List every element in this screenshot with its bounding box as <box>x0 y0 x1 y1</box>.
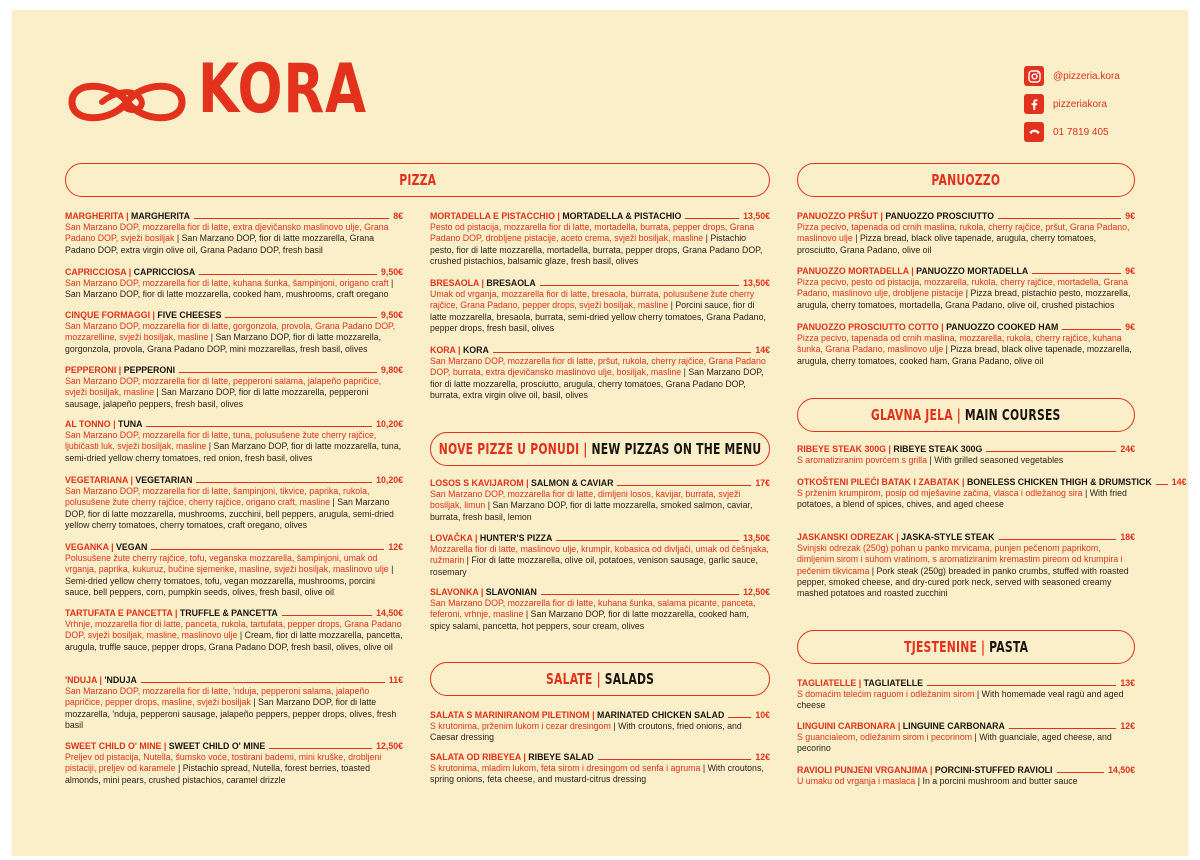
menu-item-header <box>65 542 403 553</box>
item-name-hr: TAGLIATELLE <box>797 678 857 688</box>
item-name-en: SWEET CHILD O' MINE <box>168 741 266 751</box>
item-desc-hr: S domaćim telećim raguom i odležanim sirom <box>797 689 975 700</box>
item-name-hr: 'NDUJA <box>65 675 98 685</box>
menu-item <box>430 533 770 578</box>
facebook-icon <box>1024 94 1044 114</box>
menu-item <box>797 477 1187 511</box>
item-desc-hr: Vrhnje, mozzarella fior di latte, panceta, rukola, tartufata, pepper drops, Grana Padano DOP, svježi bosiljak, masline, maslinovo ulje <box>65 619 402 641</box>
item-name-en: PORCINI-STUFFED RAVIOLI <box>934 765 1053 775</box>
item-name-en: SALMON & CAVIAR <box>531 478 614 488</box>
menu-item-price: 9,50€ <box>380 310 403 320</box>
menu-item-description: S prženim krumpirom, posip od mješavine začina, vlasca i odležanog sira | With fried potatoes, a blend of spices, chives, and aged cheese <box>797 488 1127 510</box>
item-desc-en: With grilled seasoned vegetables <box>934 455 1064 466</box>
item-name-hr: PANUOZZO PROSCIUTTO COTTO <box>797 322 939 332</box>
menu-item-description: Mozzarella fior di latte, maslinovo ulje, krumpir, kobasica od divljači, umak od češnjaka, ružmarin | Fior di latte mozzarella, olive oil, potatoes, venison sausage, garlic sauce, rosemary <box>430 544 769 577</box>
phone-number: 01 7819 405 <box>1053 126 1109 138</box>
menu-item-price: 13,50€ <box>743 211 770 221</box>
item-name-hr: LOSOS S KAVIJAROM <box>430 478 524 488</box>
menu-item-header <box>430 278 770 289</box>
item-name-hr: VEGANKA <box>65 542 109 552</box>
menu-item-description: S krutonima, mladim lukom, feta sirom i dresingom od senfa i agruma | With croutons, spring onions, feta cheese, and mustard-citrus dressing <box>430 763 764 785</box>
menu-item-price: 9€ <box>1125 322 1135 332</box>
section-title-hr: TJESTENINE <box>903 638 977 656</box>
menu-item-name: SWEET CHILD O' MINE | SWEET CHILD O' MINE <box>65 741 266 751</box>
menu-item-name: JASKANSKI ODREZAK | JASKA-STYLE STEAK <box>797 532 995 542</box>
menu-item-header <box>797 765 1135 776</box>
menu-item-name: LINGUINI CARBONARA | LINGUINE CARBONARA <box>797 721 1005 731</box>
item-name-hr: PANUOZZO PRŠUT <box>797 211 878 221</box>
menu-item-price: 13,50€ <box>743 278 770 288</box>
section-title-en: NEW PIZZAS ON THE MENU <box>591 440 762 458</box>
menu-item-description: San Marzano DOP, mozzarella fior di latte, kuhana šunka, šampinjoni, origano craft | San Marzano DOP, fior di latte mozzarella, cooked ham, mushrooms, craft oregano <box>65 278 394 300</box>
menu-item <box>430 278 770 334</box>
item-desc-hr: Preljev od pistacija, Nutella, šumsko voće, tostirani bademi, mini kruške, drobljeni pistaciji, preljev od karamele <box>65 752 382 774</box>
menu-item-price: 10,20€ <box>376 419 403 429</box>
facebook-handle: pizzeriakora <box>1053 98 1107 110</box>
item-name-en: VEGAN <box>116 542 148 552</box>
item-desc-hr: Pizza pecivo, tapenada od crnih maslina, mozzarella, rukola, cherry rajčice, kuhana šunka, Grana Padano, maslinovo ulje <box>797 333 1122 355</box>
item-name-en: FIVE CHEESES <box>157 310 222 320</box>
item-desc-en: Pistachio pesto, fior di latte mozzarella, mortadella, burrata, pepper drops, Grana Padano DOP, crushed pistachios, balsamic glaze, fresh basil, olives <box>430 233 763 266</box>
item-desc-en: Porcini sauce, fior di latte mozzarella, bresaola, burrata, semi-dried yellow cherry tomatoes, Grana Padano, pepper drops, fresh basil, olives <box>430 300 766 333</box>
price-leader-line <box>179 372 377 373</box>
item-name-en: JASKA-STYLE STEAK <box>901 532 995 542</box>
menu-item-description: S krutonima, prženim lukom i cezar dresingom | With croutons, fried onions, and Caesar dressing <box>430 721 742 743</box>
menu-item-price: 12€ <box>755 752 770 762</box>
item-name-hr: CAPRICCIOSA <box>65 267 127 277</box>
menu-item <box>797 765 1135 787</box>
item-name-hr: MORTADELLA E PISTACCHIO <box>430 211 555 221</box>
menu-item-description: Svinjski odrezak (250g) pohan u panko mrvicama, punjen pečenom paprikom, dimljenim sirom i suhom vratinom, s aromatiziranim kremastim pireom od krumpira i pečenim tikvicama | Pork steak (250g) breaded in panko crumbs, stuffed with roasted pepper, smoked cheese, and dry-cured pork neck, served with seasoned creamy mashed potatoes and roasted zucchini <box>797 543 1129 599</box>
item-desc-hr: San Marzano DOP, mozzarella fior di latte, pršut, rukola, cherry rajčice, Grana Padano DOP, burrata, extra djevičansko maslinovo ulje, bosiljak, masline <box>430 356 766 378</box>
price-leader-line <box>541 594 739 595</box>
menu-item-description: San Marzano DOP, mozzarella fior di latte, pršut, rukola, cherry rajčice, Grana Padano DOP, burrata, extra djevičansko maslinovo ulje, bosiljak, masline | San Marzano DOP, fior di latte mozzarella, prosciutto, arugula, cherry tomatoes, Grana Padano DOP, burrata, extra virgin olive oil, basil, olives <box>430 356 766 400</box>
menu-item-price: 13,50€ <box>743 533 770 543</box>
item-desc-hr: S aromatiziranim povrćem s grilla <box>797 455 928 466</box>
menu-item-header <box>797 721 1135 732</box>
menu-item-name: MORTADELLA E PISTACCHIO | MORTADELLA & PISTACHIO <box>430 211 682 221</box>
item-desc-en: San Marzano DOP, fior di latte mozzarella, pepperoni sausage, jalapeño peppers, fresh basil, olives <box>65 387 369 409</box>
menu-item-name: RIBEYE STEAK 300G | RIBEYE STEAK 300G <box>797 444 983 454</box>
item-desc-en: San Marzano DOP, fior di latte mozzarella, gorgonzola, provola, Grana Padano DOP, mini mozzarellas, fresh basil, olives <box>65 332 382 354</box>
item-name-en: RIBEYE STEAK 300G <box>893 444 983 454</box>
menu-item <box>430 345 770 401</box>
item-desc-en: Pizza bread, black olive tapenade, arugula, cherry tomatoes, prosciutto, Grana Padano, olive oil <box>797 233 1097 255</box>
menu-item <box>797 211 1135 256</box>
item-desc-en: Semi-dried yellow cherry tomatoes, tofu, vegan mozzarella, mushrooms, porcini sauce, bell peppers, corn, pumpkin seeds, olives, fresh basil, olive oil <box>65 575 375 597</box>
menu-item-name: BRESAOLA | BRESAOLA <box>430 278 536 288</box>
menu-item-price: 8€ <box>393 211 403 221</box>
item-name-en: PEPPERONI <box>123 365 176 375</box>
item-name-en: SLAVONIAN <box>485 587 537 597</box>
item-name-en: TAGLIATELLE <box>863 678 923 688</box>
item-desc-en: With homemade veal ragù and aged cheese <box>797 689 1124 711</box>
menu-item-header <box>797 444 1135 455</box>
facebook-link[interactable] <box>1024 94 1194 114</box>
menu-item-name: SALATA OD RIBEYEA | RIBEYE SALAD <box>430 752 594 762</box>
menu-item-name: TARTUFATA E PANCETTA | TRUFFLE & PANCETTA <box>65 608 278 618</box>
item-name-hr: LOVAČKA <box>430 533 473 543</box>
menu-item-header <box>65 419 403 430</box>
price-leader-line <box>598 759 752 760</box>
menu-item-header <box>797 266 1135 277</box>
item-name-hr: RIBEYE STEAK 300G <box>797 444 886 454</box>
menu-item-price: 9€ <box>1125 211 1135 221</box>
menu-item-description: Preljev od pistacija, Nutella, šumsko voće, tostirani bademi, mini kruške, drobljeni pistaciji, preljev od karamele | Pistachio spread, Nutella, forest berries, toasted almonds, mini pears, crushed pistachios, caramel drizzle <box>65 752 382 785</box>
menu-item-name: SLAVONKA | SLAVONIAN <box>430 587 537 597</box>
item-desc-hr: S guancialeom, odležanim sirom i pecorinom <box>797 732 973 743</box>
item-desc-hr: Svinjski odrezak (250g) pohan u panko mrvicama, punjen pečenom paprikom, dimljenim sirom i suhom vratinom, s aromatiziranim kremastim pireom od krumpira i pečenim tikvicama <box>797 543 1123 576</box>
menu-item <box>797 266 1135 311</box>
menu-item-price: 14€ <box>755 345 770 355</box>
item-name-en: MARGHERITA <box>131 211 190 221</box>
item-name-hr: RAVIOLI PUNJENI VRGANJIMA <box>797 765 928 775</box>
item-name-en: PANUOZZO MORTADELLA <box>916 266 1029 276</box>
price-leader-line <box>282 615 372 616</box>
section-header-salads: SALATE | SALADS <box>430 662 770 696</box>
menu-item-description: S domaćim telećim raguom i odležanim sirom | With homemade veal ragù and aged cheese <box>797 689 1124 711</box>
menu-item <box>65 365 403 410</box>
item-desc-hr: San Marzano DOP, mozzarella fior di latte, pepperoni salama, jalapeño papričice, svježi bosiljak, masline <box>65 376 382 398</box>
item-name-en: MORTADELLA & PISTACHIO <box>562 211 682 221</box>
section-header-pasta: TJESTENINE | PASTA <box>797 630 1135 664</box>
item-desc-en: San Marzano DOP, fior di latte mozzarella, mushrooms, zucchini, bell peppers, arugula, semi-dried yellow cherry tomatoes, cherry tomatoes, craft oregano, olives <box>65 497 394 530</box>
menu-item <box>797 532 1135 599</box>
menu-item-description: San Marzano DOP, mozzarella fior di latte, kuhana šunka, salama picante, panceta, feferoni, vrhnje, masline | San Marzano DOP, fior di latte mozzarella, cooked ham, spicy salami, pancetta, hot peppers, sour cream, olives <box>430 598 756 631</box>
item-desc-en: San Marzano DOP, fior di latte mozzarella, prosciutto, arugula, cherry tomatoes, Grana Padano DOP, burrata, extra virgin olive oil, basil, olives <box>430 367 764 400</box>
menu-item-price: 9€ <box>1125 266 1135 276</box>
menu-item-description: Pizza pecivo, pesto od pistacija, mozzarella, rukola, cherry rajčice, mortadella, Grana Padano, maslinovo ulje, drobljene pistacije | Pizza bread, pistachio pesto, mozzarella, arugula, cherry tomatoes, mortadella, Grana Padano, olive oil, crushed pistachios <box>797 277 1131 310</box>
price-leader-line <box>151 549 384 550</box>
item-name-en: PANUOZZO PROSCIUTTO <box>885 211 994 221</box>
menu-item-header <box>797 322 1135 333</box>
item-desc-hr: San Marzano DOP, mozzarella fior di latte, šampinjoni, tikvice, paprika, rukola, polusušene žute cherry rajčice, cherry rajčice, origano craft, masline <box>65 486 370 508</box>
item-name-hr: JASKANSKI ODREZAK <box>797 532 894 542</box>
menu-item <box>65 542 403 598</box>
item-name-hr: SALATA S MARINIRANOM PILETINOM <box>430 710 590 720</box>
item-name-en: MARINATED CHICKEN SALAD <box>597 710 725 720</box>
section-title-hr: SALATE <box>545 670 593 688</box>
price-leader-line <box>1156 484 1168 485</box>
item-name-hr: MARGHERITA <box>65 211 124 221</box>
menu-item-header <box>65 310 403 321</box>
menu-item-name: CINQUE FORMAGGI | FIVE CHEESES <box>65 310 222 320</box>
menu-item-price: 11€ <box>388 675 403 685</box>
menu-item-price: 9,50€ <box>380 267 403 277</box>
menu-item <box>430 752 770 786</box>
item-name-en: RIBEYE SALAD <box>528 752 594 762</box>
menu-item-name: PANUOZZO PROSCIUTTO COTTO | PANUOZZO COOKED HAM <box>797 322 1059 332</box>
item-desc-en: Fior di latte mozzarella, olive oil, potatoes, venison sausage, garlic sauce, rosemary <box>430 555 758 577</box>
price-leader-line <box>146 426 372 427</box>
infinity-knot-logo <box>62 58 192 146</box>
item-desc-en: Cream, fior di latte mozzarella, pancetta, arugula, truffle sauce, pepper drops, Grana Padano DOP, fresh basil, olives, olive oil <box>65 630 403 652</box>
item-desc-en: With fried potatoes, a blend of spices, chives, and aged cheese <box>797 488 1127 510</box>
instagram-icon <box>1024 66 1044 86</box>
item-name-hr: BRESAOLA <box>430 278 480 288</box>
menu-item-header <box>430 345 770 356</box>
menu-item-description: Polusušene žute cherry rajčice, tofu, veganska mozzarella, šampinjoni, umak od vrganja, paprika, kukuruz, bučine sjemenke, masline, svježi bosiljak, maslinovo ulje | Semi-dried yellow cherry tomatoes, tofu, vegan mozzarella, mushrooms, porcini sauce, bell peppers, corn, pumpkin seeds, olives, fresh basil, olive oil <box>65 553 394 597</box>
item-name-en: PANUOZZO COOKED HAM <box>946 322 1059 332</box>
item-desc-hr: San Marzano DOP, mozzarella fior di latte, 'nduja, pepperoni salama, jalapeño papričice, pepper drops, masline, svježi bosiljak <box>65 686 370 708</box>
section-title-en: MAIN COURSES <box>965 406 1061 424</box>
price-leader-line <box>986 451 1116 452</box>
menu-item-name: LOVAČKA | HUNTER'S PIZZA <box>430 533 553 543</box>
section-title-hr: GLAVNA JELA <box>871 406 954 424</box>
menu-item-header <box>65 267 403 278</box>
menu-item-header <box>65 211 403 222</box>
instagram-handle: @pizzeria.kora <box>1053 70 1120 82</box>
menu-item-description: San Marzano DOP, mozzarella fior di latte, šampinjoni, tikvice, paprika, rukola, polusušene žute cherry rajčice, cherry rajčice, origano craft, masline | San Marzano DOP, fior di latte mozzarella, mushrooms, zucchini, bell peppers, arugula, semi-dried yellow cherry tomatoes, cherry tomatoes, craft oregano, olives <box>65 486 394 530</box>
menu-item-name: RAVIOLI PUNJENI VRGANJIMA | PORCINI-STUFFED RAVIOLI <box>797 765 1053 775</box>
menu-item <box>430 587 770 632</box>
menu-item-description: Pizza pecivo, tapenada od crnih maslina, rukola, cherry rajčice, pršut, Grana Padano, maslinovo ulje | Pizza bread, black olive tapenade, arugula, cherry tomatoes, prosciutto, Grana Padano, olive oil <box>797 222 1130 255</box>
item-desc-en: San Marzano DOP, fior di latte mozzarella, smoked salmon, caviar, burrata, fresh basil, lemon <box>430 500 753 522</box>
menu-item-name: PANUOZZO PRŠUT | PANUOZZO PROSCIUTTO <box>797 211 994 221</box>
menu-item-header <box>65 741 403 752</box>
item-desc-en: San Marzano DOP, fior di latte mozzarella, Grana Padano DOP, extra virgin olive oil, Grana Padano DOP, fresh basil <box>65 233 375 255</box>
menu-item-price: 14,50€ <box>376 608 403 618</box>
menu-item-description: Vrhnje, mozzarella fior di latte, panceta, rukola, tartufata, pepper drops, Grana Padano DOP, svježi bosiljak, masline, maslinovo ulje | Cream, fior di latte mozzarella, pancetta, arugula, truffle sauce, pepper drops, Grana Padano DOP, fresh basil, olives, olive oil <box>65 619 403 652</box>
menu-item <box>65 475 403 531</box>
menu-item <box>430 478 770 523</box>
menu-item-description: San Marzano DOP, mozzarella fior di latte, extra djevičansko maslinovo ulje, Grana Padano DOP, svježi bosiljak | San Marzano DOP, fior di latte mozzarella, Grana Padano DOP, extra virgin olive oil, Grana Padano DOP, fresh basil <box>65 222 389 255</box>
section-title-en: SALADS <box>604 670 655 688</box>
menu-item-name: TAGLIATELLE | TAGLIATELLE <box>797 678 923 688</box>
menu-item-price: 14,50€ <box>1108 765 1135 775</box>
section-title-en: PASTA <box>988 638 1029 656</box>
item-desc-hr: Pesto od pistacija, mozzarella fior di latte, mortadella, burrata, pepper drops, Grana Padano DOP, drobljene pistacije, aceto crema, svježi bosiljak, masline <box>430 222 755 244</box>
item-desc-en: With croutons, spring onions, feta cheese, and mustard-citrus dressing <box>430 763 764 785</box>
menu-item <box>65 211 403 256</box>
price-leader-line <box>998 218 1121 219</box>
menu-item <box>797 444 1135 466</box>
item-name-hr: PEPPERONI <box>65 365 117 375</box>
menu-item-header <box>430 478 770 489</box>
menu-item-name: CAPRICCIOSA | CAPRICCIOSA <box>65 267 196 277</box>
price-leader-line <box>617 485 751 486</box>
instagram-link[interactable] <box>1024 66 1194 86</box>
menu-item-price: 9,80€ <box>380 365 403 375</box>
item-name-en: VEGETARIAN <box>135 475 193 485</box>
item-desc-hr: Pizza pecivo, pesto od pistacija, mozzarella, rukola, cherry rajčice, mortadella, Grana Padano, maslinovo ulje, drobljene pistacije <box>797 277 1129 299</box>
price-leader-line <box>493 352 751 353</box>
menu-item-price: 14€ <box>1171 477 1187 487</box>
menu-item-description: San Marzano DOP, mozzarella fior di latte, pepperoni salama, jalapeño papričice, svježi bosiljak, masline | San Marzano DOP, fior di latte mozzarella, pepperoni sausage, jalapeño peppers, fresh basil, olives <box>65 376 382 409</box>
menu-item-header <box>797 477 1187 488</box>
item-desc-en: Pork steak (250g) breaded in panko crumbs, stuffed with roasted pepper, smoked cheese, and dry-cured pork neck, served with seasoned creamy mashed potatoes and roasted zucchini <box>797 565 1129 599</box>
menu-item <box>430 211 770 267</box>
item-desc-hr: Umak od vrganja, mozzarella fior di latte, bresaola, burrata, polusušene žute cherry rajčice, Grana Padano, pepper drops, svježi bosiljak, masline <box>430 289 755 311</box>
menu-item-name: VEGANKA | VEGAN <box>65 542 148 552</box>
brand-name: KORA <box>198 50 367 129</box>
item-desc-hr: Polusušene žute cherry rajčice, tofu, veganska mozzarella, šampinjoni, umak od vrganja, paprika, kukuruz, bučine sjemenke, masline, svježi bosiljak, maslinovo ulje <box>65 553 389 575</box>
price-leader-line <box>728 717 751 718</box>
price-leader-line <box>141 682 385 683</box>
menu-item <box>797 322 1135 367</box>
price-leader-line <box>540 285 739 286</box>
item-name-hr: AL TONNO <box>65 419 111 429</box>
menu-item-description: San Marzano DOP, mozzarella fior di latte, tuna, polusušene žute cherry rajčice, ljubičasti luk, svježi bosiljak, masline | San Marzano DOP, fior di latte mozzarella, tuna, semi-dried yellow cherry tomatoes, red onion, fresh basil, olives <box>65 430 402 463</box>
menu-item-price: 12€ <box>388 542 403 552</box>
item-desc-en: Pistachio spread, Nutella, forest berries, toasted almonds, mini pears, crushed pistachios, caramel drizzle <box>65 763 370 785</box>
price-leader-line <box>194 218 389 219</box>
menu-item-name: 'NDUJA | 'NDUJA <box>65 675 137 685</box>
item-desc-hr: San Marzano DOP, mozzarella fior di latte, gorgonzola, provola, Grana Padano DOP, mozzarelline, svježi bosiljak, masline <box>65 321 396 343</box>
item-name-en: BONELESS CHICKEN THIGH & DRUMSTICK <box>966 477 1152 487</box>
price-leader-line <box>196 482 372 483</box>
menu-item-header <box>430 752 770 763</box>
item-desc-en: With guanciale, aged cheese, and pecorino <box>797 732 1112 754</box>
item-name-hr: LINGUINI CARBONARA <box>797 721 896 731</box>
section-title-hr: PIZZA <box>398 171 437 189</box>
menu-item-description: San Marzano DOP, mozzarella fior di latte, gorgonzola, provola, Grana Padano DOP, mozzarelline, svježi bosiljak, masline | San Marzano DOP, fior di latte mozzarella, gorgonzola, provola, Grana Padano DOP, mini mozzarellas, fresh basil, olives <box>65 321 396 354</box>
item-name-hr: CINQUE FORMAGGI <box>65 310 151 320</box>
menu-item-name: KORA | KORA <box>430 345 489 355</box>
menu-item-description: San Marzano DOP, mozzarella fior di latte, 'nduja, pepperoni salama, jalapeño papričice, pepper drops, masline, svježi bosiljak | San Marzano DOP, fior di latte mozzarella, 'nduja, pepperoni sausage, jalapeño peppers, pepper drops, olives, fresh basil <box>65 686 397 730</box>
item-name-en: TRUFFLE & PANCETTA <box>179 608 278 618</box>
item-desc-hr: Mozzarella fior di latte, maslinovo ulje, krumpir, kobasica od divljači, umak od češnjaka, ružmarin <box>430 544 769 566</box>
section-header-new-pizzas: NOVE PIZZE U PONUDI | NEW PIZZAS ON THE MENU <box>430 432 770 466</box>
item-desc-en: In a porcini mushroom and butter sauce <box>922 776 1078 787</box>
menu-item-header <box>430 211 770 222</box>
item-name-en: CAPRICCIOSA <box>133 267 196 277</box>
item-name-hr: PANUOZZO MORTADELLA <box>797 266 909 276</box>
menu-item-name: LOSOS S KAVIJAROM | SALMON & CAVIAR <box>430 478 614 488</box>
item-desc-en: San Marzano DOP, fior di latte mozzarella, 'nduja, pepperoni sausage, jalapeño peppers, pepper drops, olives, fresh basil <box>65 697 397 730</box>
menu-item <box>797 678 1135 712</box>
price-leader-line <box>1009 728 1116 729</box>
menu-item-header <box>797 211 1135 222</box>
item-name-en: KORA <box>462 345 489 355</box>
price-leader-line <box>1062 329 1121 330</box>
item-name-hr: TARTUFATA E PANCETTA <box>65 608 173 618</box>
menu-item <box>65 741 403 786</box>
menu-item-name: PEPPERONI | PEPPERONI <box>65 365 176 375</box>
menu-item-description: Umak od vrganja, mozzarella fior di latte, bresaola, burrata, polusušene žute cherry rajčice, Grana Padano, pepper drops, svježi bosiljak, masline | Porcini sauce, fior di latte mozzarella, bresaola, burrata, semi-dried yellow cherry tomatoes, Grana Padano, pepper drops, fresh basil, olives <box>430 289 766 333</box>
item-name-hr: SWEET CHILD O' MINE <box>65 741 162 751</box>
menu-item <box>65 675 403 731</box>
price-leader-line <box>1032 273 1121 274</box>
item-name-hr: KORA <box>430 345 456 355</box>
item-desc-en: San Marzano DOP, fior di latte mozzarella, tuna, semi-dried yellow cherry tomatoes, red onion, fresh basil, olives <box>65 441 402 463</box>
menu-item-name: MARGHERITA | MARGHERITA <box>65 211 190 221</box>
menu-item-header <box>797 532 1135 543</box>
item-desc-hr: San Marzano DOP, mozzarella fior di latte, tuna, polusušene žute cherry rajčice, ljubičasti luk, svježi bosiljak, masline <box>65 430 377 452</box>
price-leader-line <box>556 540 739 541</box>
item-name-en: TUNA <box>117 419 143 429</box>
item-name-en: LINGUINE CARBONARA <box>902 721 1005 731</box>
menu-item-name: AL TONNO | TUNA <box>65 419 143 429</box>
menu-item-header <box>797 678 1135 689</box>
menu-item-description: S guancialeom, odležanim sirom i pecorinom | With guanciale, aged cheese, and pecorino <box>797 732 1112 754</box>
menu-item-description: Pizza pecivo, tapenada od crnih maslina, mozzarella, rukola, cherry rajčice, kuhana šunka, Grana Padano, maslinovo ulje | Pizza bread, black olive tapenade, mozzarella, arugula, cherry tomatoes, cooked ham, Grana Padano, olive oil <box>797 333 1132 366</box>
item-name-en: HUNTER'S PIZZA <box>479 533 553 543</box>
menu-item-description: S aromatiziranim povrćem s grilla | With grilled seasoned vegetables <box>797 455 1064 466</box>
menu-item-name: PANUOZZO MORTADELLA | PANUOZZO MORTADELLA <box>797 266 1029 276</box>
item-desc-en: With croutons, fried onions, and Caesar dressing <box>430 721 742 743</box>
menu-item-price: 18€ <box>1120 532 1135 542</box>
item-name-en: 'NDUJA <box>104 675 137 685</box>
menu-item-header <box>65 675 403 686</box>
menu-item-price: 12,50€ <box>743 587 770 597</box>
item-name-hr: OTKOŠTENI PILEĆI BATAK I ZABATAK <box>797 477 960 487</box>
menu-item-header <box>65 365 403 376</box>
menu-item-price: 10€ <box>755 710 770 720</box>
menu-item-header <box>430 533 770 544</box>
item-desc-hr: San Marzano DOP, mozzarella fior di latte, dimljeni losos, kavijar, burrata, svježi bosiljak, limun <box>430 489 741 511</box>
phone-link[interactable] <box>1024 122 1194 142</box>
phone-icon <box>1024 122 1044 142</box>
item-desc-hr: S krutonima, mladim lukom, feta sirom i dresingom od senfa i agruma <box>430 763 701 774</box>
item-desc-hr: U umaku od vrganja i maslaca <box>797 776 916 787</box>
item-desc-hr: San Marzano DOP, mozzarella fior di latte, extra djevičansko maslinovo ulje, Grana Padano DOP, svježi bosiljak <box>65 222 389 244</box>
section-title-hr: PANUOZZO <box>931 171 1001 189</box>
price-leader-line <box>999 539 1117 540</box>
menu-item-description: San Marzano DOP, mozzarella fior di latte, dimljeni losos, kavijar, burrata, svježi bosiljak, limun | San Marzano DOP, fior di latte mozzarella, smoked salmon, caviar, burrata, fresh basil, lemon <box>430 489 753 522</box>
price-leader-line <box>685 218 739 219</box>
item-desc-en: San Marzano DOP, fior di latte mozzarella, cooked ham, spicy salami, pancetta, hot peppers, sour cream, olives <box>430 609 749 631</box>
item-desc-hr: San Marzano DOP, mozzarella fior di latte, kuhana šunka, šampinjoni, origano craft <box>65 278 389 289</box>
menu-item-name: OTKOŠTENI PILEĆI BATAK I ZABATAK | BONELESS CHICKEN THIGH & DRUMSTICK <box>797 477 1152 487</box>
menu-item-header <box>65 608 403 619</box>
menu-item <box>65 419 403 464</box>
section-header-panuozzo <box>797 163 1135 197</box>
menu-item <box>65 267 403 301</box>
menu-item <box>430 710 770 744</box>
menu-item-header <box>65 475 403 486</box>
item-desc-hr: S krutonima, prženim lukom i cezar dresingom <box>430 721 611 732</box>
menu-item-price: 12,50€ <box>376 741 403 751</box>
item-desc-hr: San Marzano DOP, mozzarella fior di latte, kuhana šunka, salama picante, panceta, feferoni, vrhnje, masline <box>430 598 756 620</box>
menu-item-price: 10,20€ <box>376 475 403 485</box>
section-header-main-courses: GLAVNA JELA | MAIN COURSES <box>797 398 1135 432</box>
menu-item-description: U umaku od vrganja i maslaca | In a porcini mushroom and butter sauce <box>797 776 1078 787</box>
menu-item-header <box>430 587 770 598</box>
item-desc-en: Pizza bread, black olive tapenade, mozzarella, arugula, cherry tomatoes, cooked ham, Grana Padano, olive oil <box>797 344 1132 366</box>
price-leader-line <box>199 274 377 275</box>
menu-item-price: 24€ <box>1120 444 1135 454</box>
menu-item-price: 12€ <box>1120 721 1135 731</box>
item-name-hr: VEGETARIANA <box>65 475 129 485</box>
item-name-hr: SALATA OD RIBEYEA <box>430 752 521 762</box>
item-desc-hr: S prženim krumpirom, posip od mješavine začina, vlasca i odležanog sira <box>797 488 1083 499</box>
price-leader-line <box>269 748 372 749</box>
item-desc-en: Pizza bread, pistachio pesto, mozzarella, arugula, cherry tomatoes, mortadella, Grana Padano, olive oil, crushed pistachios <box>797 288 1131 310</box>
section-title-hr: NOVE PIZZE U PONUDI <box>438 440 580 458</box>
menu-item-price: 17€ <box>755 478 770 488</box>
menu-item-header <box>430 710 770 721</box>
item-name-hr: SLAVONKA <box>430 587 479 597</box>
price-leader-line <box>1057 772 1105 773</box>
menu-item-name: SALATA S MARINIRANOM PILETINOM | MARINATED CHICKEN SALAD <box>430 710 725 720</box>
item-desc-en: San Marzano DOP, fior di latte mozzarella, cooked ham, mushrooms, craft oregano <box>65 289 389 300</box>
menu-item-price: 13€ <box>1120 678 1135 688</box>
menu-item-description: Pesto od pistacija, mozzarella fior di latte, mortadella, burrata, pepper drops, Grana Padano DOP, drobljene pistacije, aceto crema, svježi bosiljak, masline | Pistachio pesto, fior di latte mozzarella, mortadella, burrata, pepper drops, Grana Padano DOP, crushed pistachios, balsamic glaze, fresh basil, olives <box>430 222 763 266</box>
section-header-pizza <box>65 163 770 197</box>
menu-item-name: VEGETARIANA | VEGETARIAN <box>65 475 193 485</box>
price-leader-line <box>927 685 1116 686</box>
menu-item <box>65 310 403 355</box>
menu-item <box>797 721 1135 755</box>
item-name-en: BRESAOLA <box>486 278 536 288</box>
item-desc-hr: Pizza pecivo, tapenada od crnih maslina, rukola, cherry rajčice, pršut, Grana Padano, maslinovo ulje <box>797 222 1130 244</box>
menu-item <box>65 608 403 653</box>
price-leader-line <box>225 317 377 318</box>
